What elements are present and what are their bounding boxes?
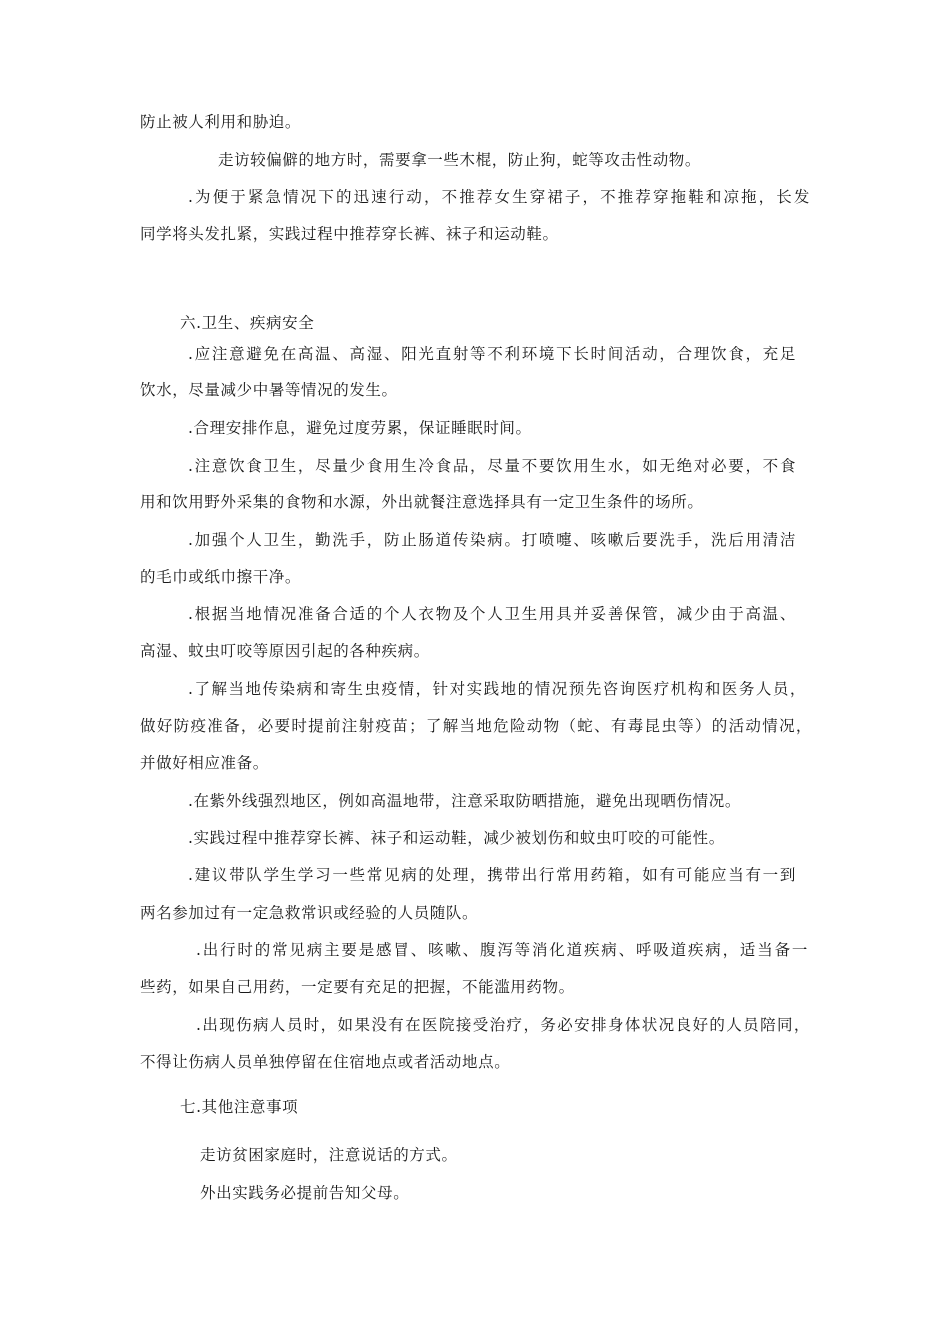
- text-line: 防止被人利用和胁迫。: [140, 113, 302, 131]
- text-line: 走访贫困家庭时，注意说话的方式。: [200, 1146, 458, 1164]
- text-line: 饮水，尽量减少中暑等情况的发生。: [140, 381, 398, 399]
- text-line: 两名参加过有一定急救常识或经验的人员随队。: [140, 904, 479, 922]
- text-line: 些药，如果自己用药，一定要有充足的把握，不能滥用药物。: [140, 978, 575, 996]
- text-line: 同学将头发扎紧，实践过程中推荐穿长裤、袜子和运动鞋。: [140, 225, 559, 243]
- text-line: 走访较偏僻的地方时，需要拿一些木棍，防止狗，蛇等攻击性动物。: [218, 151, 702, 169]
- text-line: .建议带队学生学习一些常见病的处理，携带出行常用药箱，如有可能应当有一到: [188, 866, 796, 884]
- text-line: .在紫外线强烈地区，例如高温地带，注意采取防晒措施，避免出现晒伤情况。: [188, 792, 741, 810]
- text-line: .了解当地传染病和寄生虫疫情，针对实践地的情况预先咨询医疗机构和医务人员，: [188, 680, 806, 698]
- section-heading: 七.其他注意事项: [180, 1098, 299, 1116]
- text-line: 并做好相应准备。: [140, 754, 269, 772]
- text-line: 做好防疫准备，必要时提前注射疫苗；了解当地危险动物（蛇、有毒昆虫等）的活动情况，: [140, 717, 812, 735]
- text-line: 不得让伤病人员单独停留在住宿地点或者活动地点。: [140, 1053, 511, 1071]
- text-line: .应注意避免在高温、高湿、阳光直射等不利环境下长时间活动，合理饮食，充足: [188, 345, 796, 363]
- text-line: .加强个人卫生，勤洗手，防止肠道传染病。打喷嚏、咳嗽后要洗手，洗后用清洁: [188, 531, 796, 549]
- text-line: 高湿、蚊虫叮咬等原因引起的各种疾病。: [140, 642, 430, 660]
- text-line: 的毛巾或纸巾擦干净。: [140, 568, 302, 586]
- text-line: 外出实践务必提前告知父母。: [200, 1184, 410, 1202]
- text-line: .实践过程中推荐穿长裤、袜子和运动鞋，减少被划伤和蚊虫叮咬的可能性。: [188, 829, 725, 847]
- text-line: .为便于紧急情况下的迅速行动，不推荐女生穿裙子，不推荐穿拖鞋和凉拖，长发: [188, 188, 810, 206]
- text-line: 用和饮用野外采集的食物和水源，外出就餐注意选择具有一定卫生条件的场所。: [140, 493, 704, 511]
- text-line: .出现伤病人员时，如果没有在医院接受治疗，务必安排身体状况良好的人员陪同，: [196, 1016, 810, 1034]
- text-line: .出行时的常见病主要是感冒、咳嗽、腹泻等消化道疾病、呼吸道疾病，适当备一: [196, 941, 808, 959]
- text-line: .注意饮食卫生，尽量少食用生冷食品，尽量不要饮用生水，如无绝对必要，不食: [188, 457, 796, 475]
- text-line: .根据当地情况准备合适的个人衣物及个人卫生用具并妥善保管，减少由于高温、: [188, 605, 796, 623]
- section-heading: 六.卫生、疾病安全: [180, 314, 315, 332]
- text-line: .合理安排作息，避免过度劳累，保证睡眠时间。: [188, 419, 532, 437]
